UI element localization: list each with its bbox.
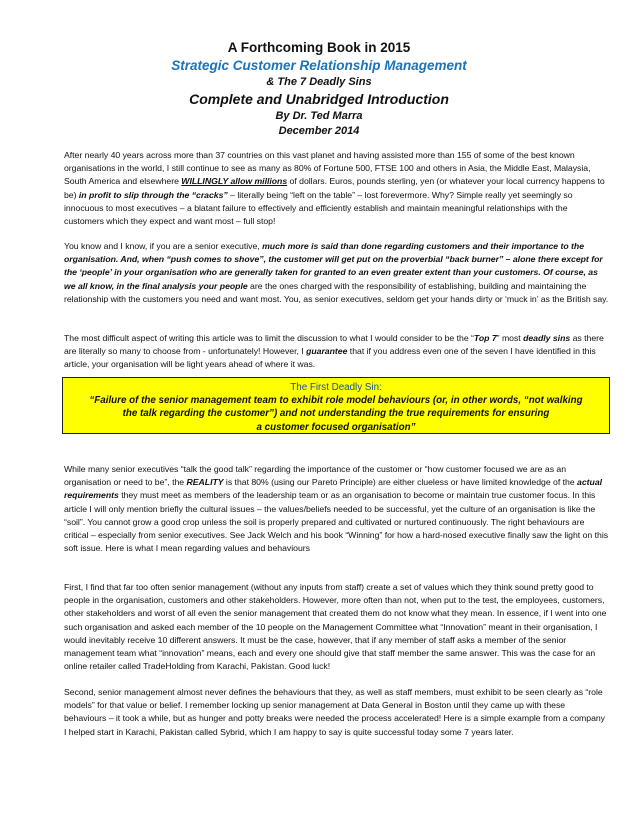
- text-run: The most difficult aspect of writing this article was to limit the discussion to what I would consider to be the “: [64, 333, 474, 343]
- emphasis-run: actual requirements: [64, 477, 603, 501]
- text-run: that if you address even one of the seven I have identified in this article, your organisation will be light years ahead of where it was.: [64, 346, 596, 370]
- paragraph-values: First, I find that far too often senior management (without any inputs from staff) create a set of values which they think sound pretty good to people in the organisation, customers and other stakeholders. However, more often than not, when put to the test, the employees, customers, other stakeholders and worst of all even the senior management that created them do not know what they mean. In essence, if I went into one such organisation and asked each member of the 10 people on the Management Committee what “Innovation” meant in their organisation, I would inevitably receive 10 different answers. It must be the case, however, that if any member of staff asks a member of the senior management team what “innovation” means, each and every one should give that staff member the same answer. This was the case for an online retailer called TradeHolding from Karachi, Pakistan. Good luck!: [64, 582, 607, 672]
- text-run: of dollars. Euros, pounds sterling, yen (or whatever your local currency happens to be): [64, 176, 605, 200]
- author-line: By Dr. Ted Marra: [275, 110, 363, 122]
- paragraph-behaviours: Second, senior management almost never defines the behaviours that they, as well as staff members, must exhibit to be seen clearly as “role models” for that value or belief. I remember locking up senior management at Data General in Boston until they came up with these behaviours – it took a while, but as hunger and potty breaks were needed the process accelerated! Here is a simple example from a company I helped start in Karachi, Pakistan called Sybrid, which I am happy to say is quite successful today some 7 years later.: [64, 687, 606, 737]
- callout-title: The First Deadly Sin:: [290, 382, 382, 393]
- callout-line: a customer focused organisation”: [256, 421, 416, 433]
- paragraph-top-seven: [64, 332, 609, 372]
- callout-line: “Failure of the senior management team to exhibit role model behaviours (or, in other words, “not walking: [89, 395, 583, 407]
- text-run: After nearly 40 years across more than 37 countries on this vast planet and having assisted more than 155 of some of the best known organisations in the world, I still continue to see as many as 80% of Fortune 500, FTSE 100 and others in Asia, the Middle East, Malaysia, South America and elsewhere: [64, 150, 591, 187]
- book-subtitle: & The 7 Deadly Sins: [266, 76, 372, 88]
- emphasis-run: guarantee: [306, 346, 348, 357]
- paragraph-reality: [64, 463, 609, 555]
- deadly-sin-callout: [62, 377, 610, 434]
- text-run: are the ones charged with the responsibility of establishing, building and maintaining the relationship with the customers you need and want most. You, as senior executives, seldom get your hands dirty or ‘muck in’ as the British say.: [64, 280, 609, 304]
- text-run: While many senior executives “talk the good talk” regarding the importance of the customer or “how customer focused we are as an organisation or need to be”, the: [64, 464, 567, 488]
- emphasis-run: in profit to slip through the “cracks”: [78, 189, 228, 200]
- book-title: Strategic Customer Relationship Management: [171, 58, 467, 73]
- paragraph-senior-executive: [64, 240, 609, 306]
- text-run: they must meet as members of the leadership team or as an organisation to become or maintain true customer focus. In this article I will only mention briefly the cultural issues – the values/beliefs needed to be successful, yet the culture of an organisation is like the “soil”. You cannot grow a good crop unless the soil is properly prepared and cultivated or nurtured continuously. The right behaviours are critical – especially from senior executives. See Jack Welch and his book “Winning” for how a hard-nosed executive finally saw the light on this soft issue. Here is what I mean regarding values and behaviours: [64, 490, 609, 554]
- text-run: You know and I know, if you are a senior executive,: [64, 241, 263, 251]
- emphasis-run: Top 7: [473, 333, 497, 343]
- text-run: ” most: [496, 333, 524, 343]
- emphasis-run: much more is said than done regarding customers and their importance to the organisation. And, when “push comes to shove”, the customer will get put on the proverbial “back burner” – alone there except for the ‘people’ in your organisation who are generally taken for granted to an even greater extent than your customers. Of course, as we all know, in the final analysis your people: [64, 241, 603, 291]
- emphasis-run: REALITY: [186, 477, 224, 488]
- emphasis-run: WILLINGLY allow millions: [181, 176, 288, 187]
- text-run: as there are literally so many to choose from - unfortunately! However, I: [64, 333, 604, 357]
- text-run: – literally being “left on the table” – lost forevermore. Why? Simple really yet seemingly so innocuous to most executives – a blatant failure to effectively and efficiently establish and maintain meaningful relationships with the customers which they expect and want most – full stop!: [64, 189, 573, 227]
- announcement-line: A Forthcoming Book in 2015: [227, 40, 411, 55]
- emphasis-run: deadly sins: [523, 333, 571, 343]
- paragraph-intro: [64, 149, 609, 228]
- text-run: is that 80% (using our Pareto Principle) are either clueless or have limited knowledge of the: [223, 477, 578, 488]
- callout-line: the talk regarding the customer”) and not understanding the true requirements for ensuring: [122, 408, 550, 420]
- date-line: December 2014: [278, 125, 360, 137]
- section-heading: Complete and Unabridged Introduction: [189, 91, 449, 107]
